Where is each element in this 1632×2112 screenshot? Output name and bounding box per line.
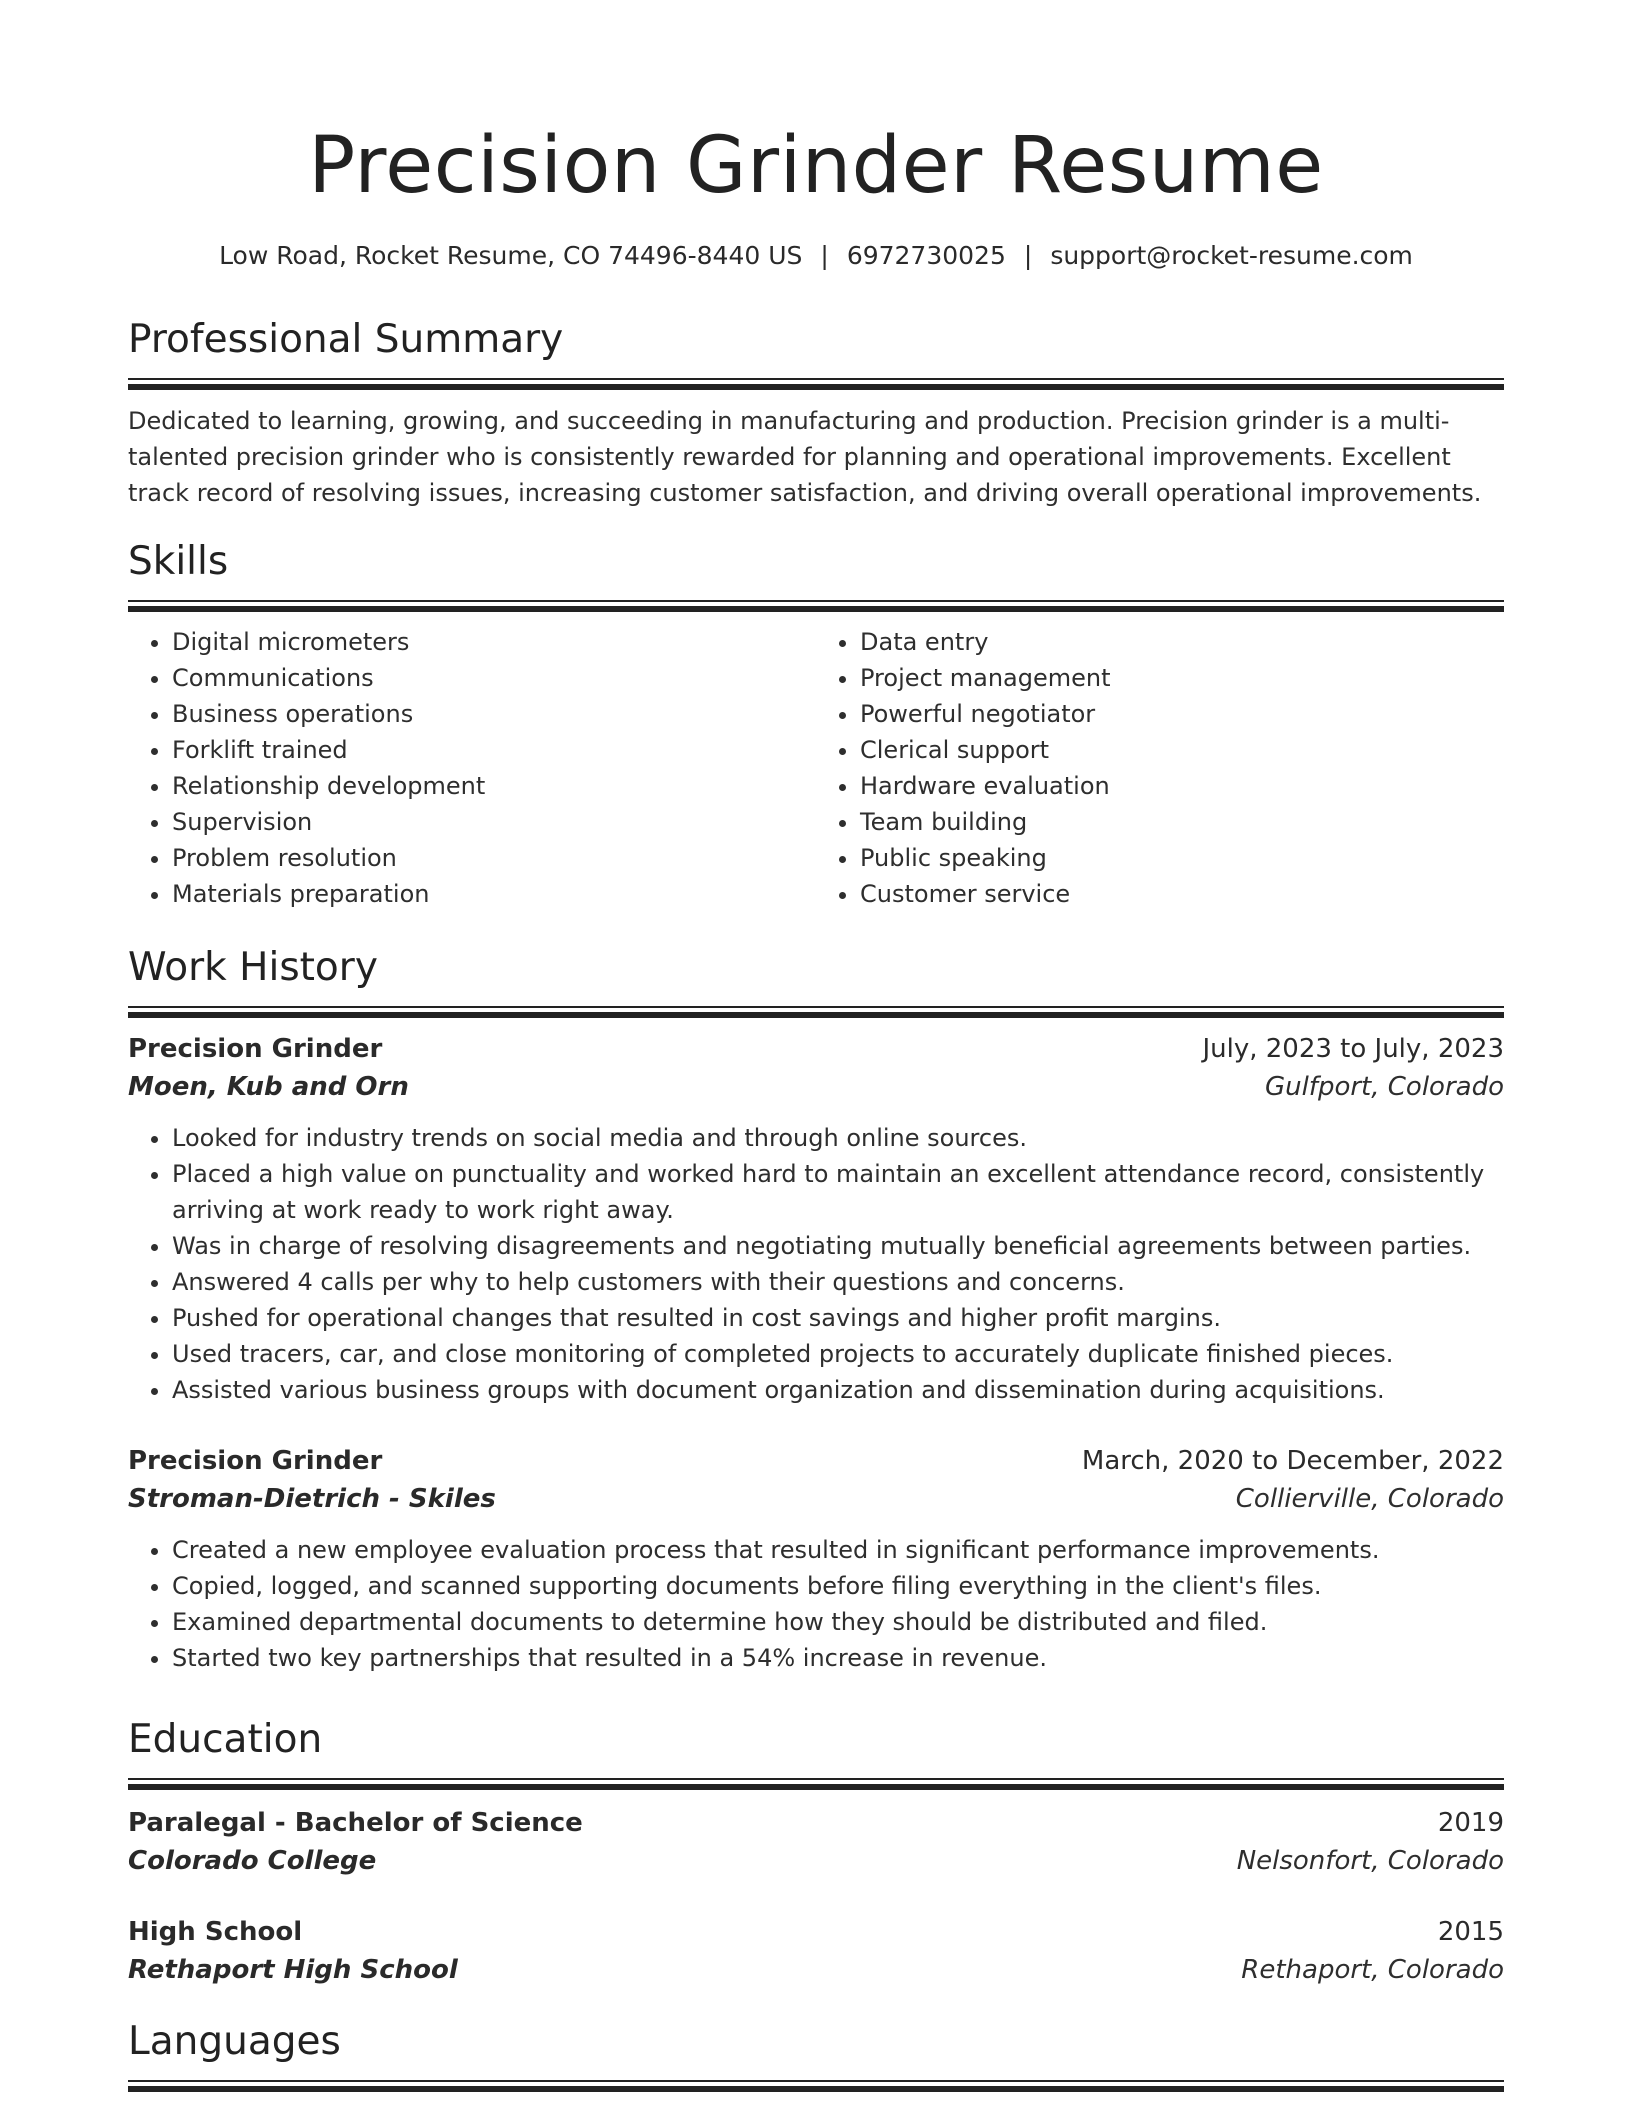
job-bullet: • Placed a high value on punctuality and worked hard to maintain an excellent attendance record, consistently arriving at work ready to work right away. (172, 1156, 1504, 1228)
education-entry (128, 1804, 1504, 1880)
section-divider (128, 1778, 1504, 1790)
job-bullet: • Examined departmental documents to determine how they should be distributed and filed. (172, 1604, 1504, 1640)
skill-item: • Forklift trained (172, 732, 816, 768)
education-entry (128, 1913, 1504, 1989)
contact-separator: | (1023, 241, 1033, 270)
section-divider (128, 378, 1504, 390)
job-bullet: • Started two key partnerships that resulted in a 54% increase in revenue. (172, 1640, 1504, 1676)
education-subheader (128, 1842, 1504, 1880)
job-bullet: • Assisted various business groups with document organization and dissemination during acquisitions. (172, 1372, 1504, 1408)
job-role: Precision Grinder (128, 1034, 383, 1064)
contact-email: support@rocket-resume.com (1050, 241, 1413, 270)
job-header (128, 1030, 1504, 1068)
skill-item: • Hardware evaluation (860, 768, 1504, 804)
skills-section (128, 536, 1504, 912)
education-degree: High School (128, 1917, 303, 1947)
skill-item: • Public speaking (860, 840, 1504, 876)
education-header (128, 1804, 1504, 1842)
job-bullet: • Answered 4 calls per why to help customers with their questions and concerns. (172, 1264, 1504, 1300)
skill-item: • Team building (860, 804, 1504, 840)
job-header (128, 1442, 1504, 1480)
skill-item: • Communications (172, 660, 816, 696)
job-company: Stroman-Dietrich - Skiles (128, 1484, 496, 1514)
job-subheader (128, 1068, 1504, 1106)
work-history-section (128, 942, 1504, 1676)
section-title-summary: Professional Summary (128, 317, 564, 362)
education-school: Colorado College (128, 1846, 377, 1876)
section-divider (128, 1006, 1504, 1018)
job-bullets (128, 1120, 1504, 1408)
skills-list (128, 624, 1504, 912)
section-title-languages: Languages (128, 2019, 341, 2064)
job-dates: March, 2020 to December, 2022 (1081, 1446, 1504, 1476)
education-degree: Paralegal - Bachelor of Science (128, 1808, 583, 1838)
section-divider (128, 2080, 1504, 2092)
skill-item: • Relationship development (172, 768, 816, 804)
section-title-skills: Skills (128, 539, 229, 584)
resume-title: Precision Grinder Resume (308, 121, 1324, 211)
contact-address: Low Road, Rocket Resume, CO 74496-8440 US (219, 241, 803, 270)
job-bullet: • Created a new employee evaluation process that resulted in significant performance improvements. (172, 1532, 1504, 1568)
job-bullet: • Pushed for operational changes that resulted in cost savings and higher profit margins. (172, 1300, 1504, 1336)
job-location: Collierville, Colorado (1235, 1484, 1504, 1514)
job-bullet: • Copied, logged, and scanned supporting documents before filing everything in the client's files. (172, 1568, 1504, 1604)
education-year: 2019 (1437, 1808, 1504, 1838)
skill-item: • Powerful negotiator (860, 696, 1504, 732)
education-subheader (128, 1951, 1504, 1989)
skill-item: • Supervision (172, 804, 816, 840)
job-role: Precision Grinder (128, 1446, 383, 1476)
job-subheader (128, 1480, 1504, 1518)
skill-item: • Customer service (860, 876, 1504, 912)
skill-item: • Clerical support (860, 732, 1504, 768)
skill-item: • Problem resolution (172, 840, 816, 876)
job-bullets (128, 1532, 1504, 1676)
section-divider (128, 600, 1504, 612)
section-title-work-history: Work History (128, 945, 378, 990)
education-school: Rethaport High School (128, 1955, 458, 1985)
skill-item: • Digital micrometers (172, 624, 816, 660)
summary-text: Dedicated to learning, growing, and succeeding in manufacturing and production. Precision grinder is a multi-talented precision grinder who is consistently rewarded for planning and operational improvements. Excellent track record of resolving issues, increasing customer satisfaction, and driving overall operational improvements. (128, 407, 1482, 507)
section-title-education: Education (128, 1717, 323, 1762)
skill-item: • Data entry (860, 624, 1504, 660)
job-bullet: • Looked for industry trends on social media and through online sources. (172, 1120, 1504, 1156)
job-bullet: • Was in charge of resolving disagreements and negotiating mutually beneficial agreements between parties. (172, 1228, 1504, 1264)
skill-item: • Project management (860, 660, 1504, 696)
skills-column-left (128, 624, 816, 912)
job-entry (128, 1442, 1504, 1676)
skill-item: • Business operations (172, 696, 816, 732)
job-location: Gulfport, Colorado (1264, 1072, 1504, 1102)
job-dates: July, 2023 to July, 2023 (1202, 1034, 1504, 1064)
education-year: 2015 (1437, 1917, 1504, 1947)
job-entry (128, 1030, 1504, 1408)
education-header (128, 1913, 1504, 1951)
summary-section (128, 314, 1504, 511)
languages-section (128, 2016, 1504, 2092)
education-section (128, 1714, 1504, 1989)
skills-column-right (816, 624, 1504, 912)
job-bullet: • Used tracers, car, and close monitoring of completed projects to accurately duplicate finished pieces. (172, 1336, 1504, 1372)
contact-phone: 6972730025 (846, 241, 1006, 270)
contact-separator: | (820, 241, 829, 270)
contact-line (128, 238, 1504, 274)
education-location: Nelsonfort, Colorado (1236, 1846, 1504, 1876)
job-company: Moen, Kub and Orn (128, 1072, 409, 1102)
education-location: Rethaport, Colorado (1241, 1955, 1504, 1985)
skill-item: • Materials preparation (172, 876, 816, 912)
